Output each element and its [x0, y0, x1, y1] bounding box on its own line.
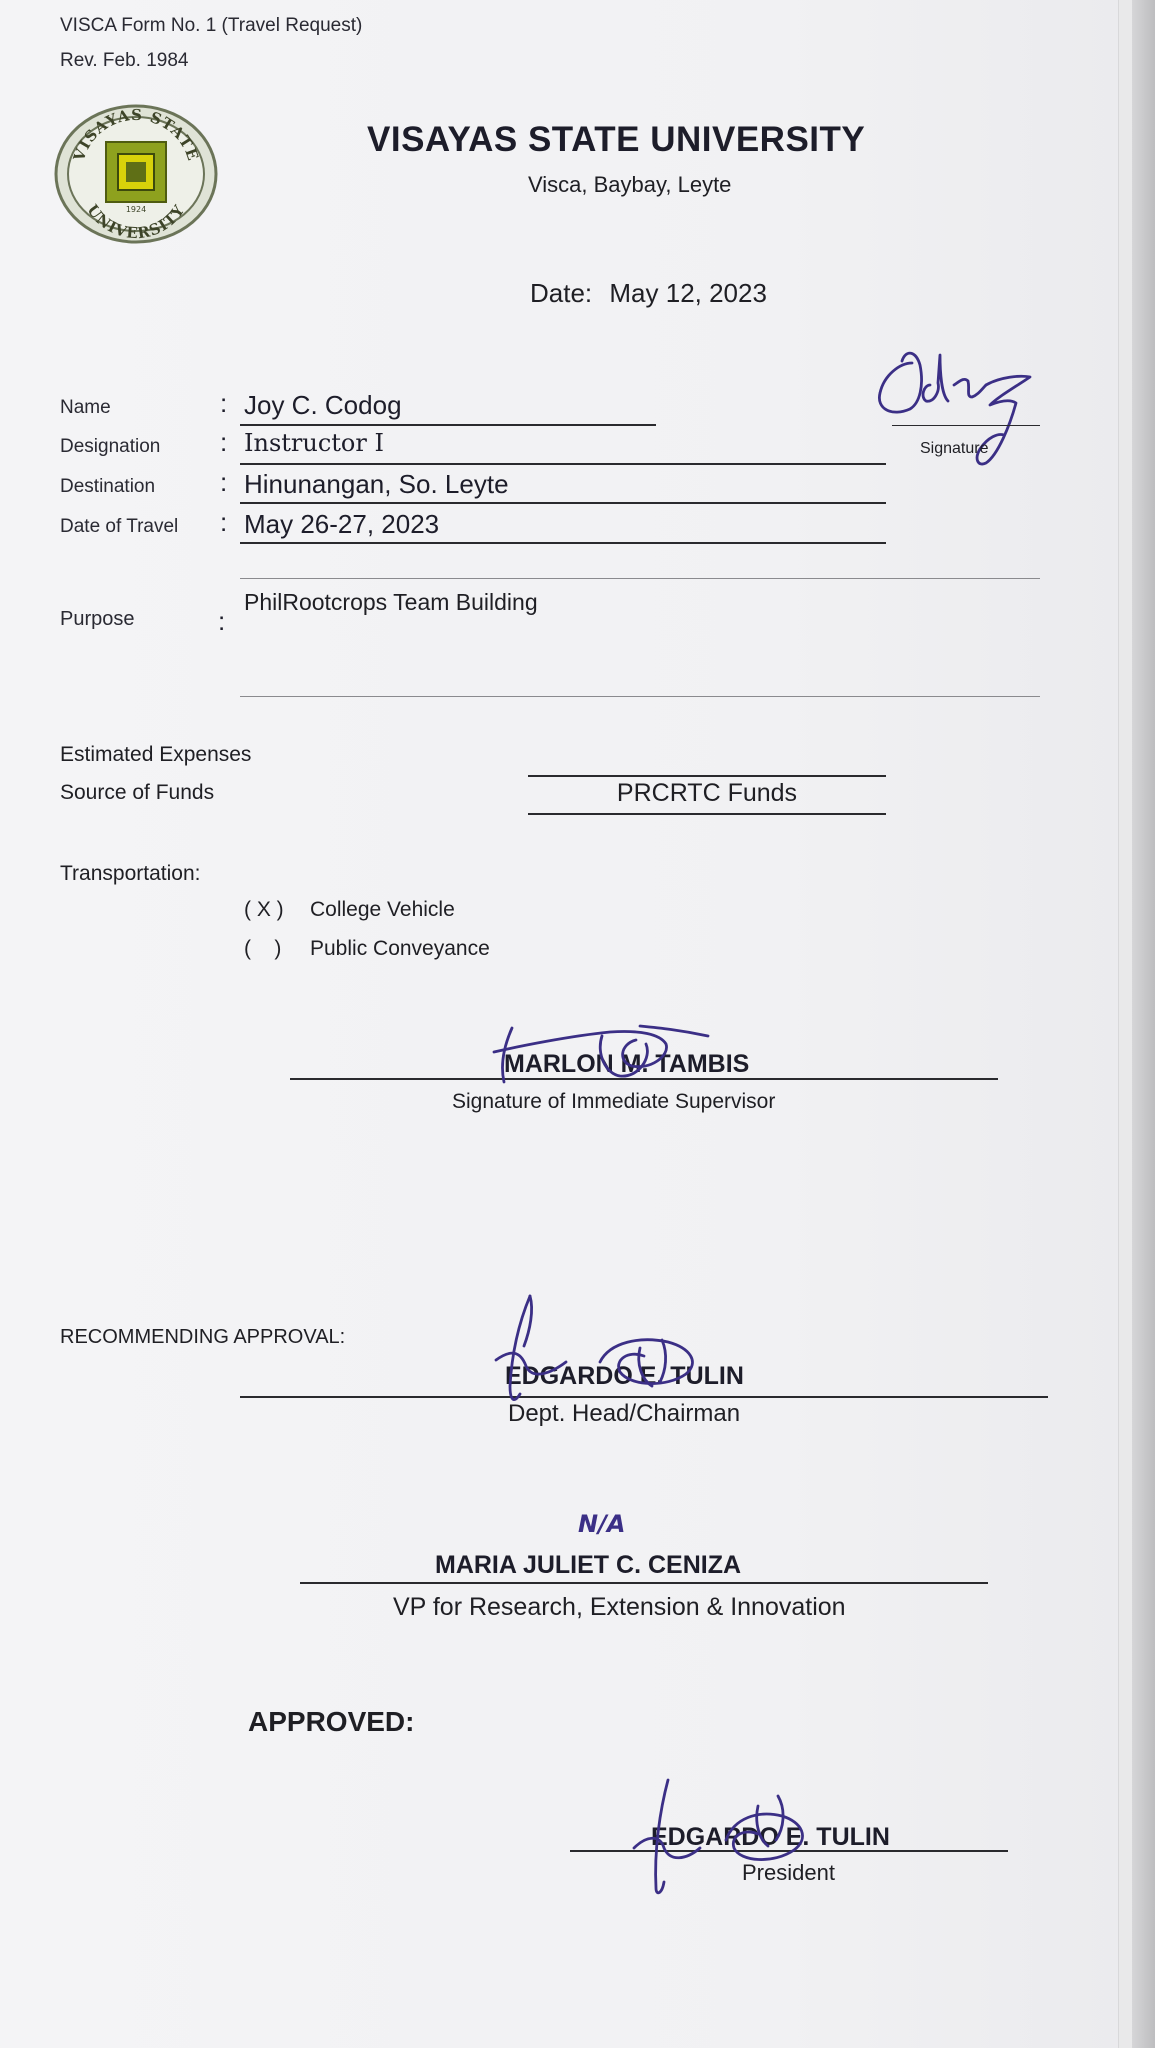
destination-underline	[240, 502, 886, 504]
paper-stack-edge	[1132, 0, 1155, 2048]
transport-option-college-vehicle	[244, 898, 455, 922]
name-underline	[240, 424, 656, 426]
destination-colon: :	[220, 467, 228, 497]
dept-head-signature-icon	[490, 1290, 730, 1410]
purpose-top-line	[240, 578, 1040, 579]
purpose-colon: :	[218, 606, 226, 636]
destination-value: Hinunangan, So. Leyte	[244, 469, 509, 499]
request-date	[530, 278, 767, 309]
designation-value: Instructor I	[244, 429, 384, 457]
seal-text-top: VISAYAS STATE	[69, 105, 203, 164]
signature-label: Signature	[920, 440, 989, 457]
source-of-funds-underline	[528, 813, 886, 815]
purpose-bottom-line	[240, 696, 1040, 697]
president-name: EDGARDO E. TULIN	[651, 1823, 890, 1851]
date-label: Date:	[530, 278, 593, 308]
vp-role: VP for Research, Extension & Innovation	[393, 1593, 846, 1621]
purpose-label: Purpose	[60, 608, 135, 630]
form-number: VISCA Form No. 1 (Travel Request)	[60, 15, 363, 36]
designation-label: Designation	[60, 436, 161, 457]
supervisor-signature-icon	[490, 1018, 720, 1098]
supervisor-role: Signature of Immediate Supervisor	[452, 1090, 776, 1113]
date-of-travel-label: Date of Travel	[60, 516, 179, 537]
vp-name: MARIA JULIET C. CENIZA	[435, 1551, 742, 1579]
transport-label-college-vehicle: College Vehicle	[310, 898, 455, 921]
designation-colon: :	[220, 427, 228, 457]
name-colon: :	[220, 388, 228, 418]
date-of-travel-colon: :	[220, 507, 228, 537]
approved-label: APPROVED:	[248, 1706, 415, 1737]
transportation-label: Transportation:	[60, 862, 201, 885]
recommending-approval-label: RECOMMENDING APPROVAL:	[60, 1326, 346, 1348]
university-name: VISAYAS STATE UNIVERSITY	[367, 120, 866, 159]
source-of-funds-value: PRCRTC Funds	[616, 779, 798, 807]
paper-edge	[1118, 0, 1133, 2048]
supervisor-name: MARLON M. TAMBIS	[504, 1050, 750, 1078]
designation-underline	[240, 463, 886, 465]
name-value: Joy C. Codog	[244, 390, 402, 420]
applicant-signature-line	[892, 425, 1040, 426]
vp-signature-line	[300, 1582, 988, 1584]
transport-mark-college-vehicle: ( X )	[244, 898, 284, 921]
applicant-signature-icon	[870, 345, 1050, 485]
date-of-travel-value: May 26-27, 2023	[244, 509, 440, 539]
dept-head-role: Dept. Head/Chairman	[508, 1400, 741, 1427]
destination-label: Destination	[60, 476, 156, 497]
seal-text-bottom: UNIVERSITY	[83, 201, 189, 243]
date-of-travel-underline	[240, 542, 886, 544]
source-of-funds-label: Source of Funds	[60, 781, 215, 804]
university-seal-icon	[54, 104, 218, 244]
form-revision: Rev. Feb. 1984	[60, 50, 189, 71]
estimated-expenses-label: Estimated Expenses	[60, 743, 252, 766]
transport-option-public-conveyance	[244, 937, 490, 961]
president-role: President	[742, 1860, 835, 1885]
purpose-value: PhilRootcrops Team Building	[244, 589, 538, 615]
transport-mark-public-conveyance: ( )	[244, 937, 282, 960]
name-label: Name	[60, 397, 111, 418]
vp-note: N/A	[578, 1510, 626, 1538]
estimated-expenses-underline	[528, 775, 886, 777]
transport-label-public-conveyance: Public Conveyance	[310, 937, 490, 960]
date-value: May 12, 2023	[609, 278, 767, 308]
dept-head-name: EDGARDO E. TULIN	[505, 1362, 744, 1390]
seal-year: 1924	[125, 205, 147, 214]
university-address: Visca, Baybay, Leyte	[528, 172, 732, 197]
